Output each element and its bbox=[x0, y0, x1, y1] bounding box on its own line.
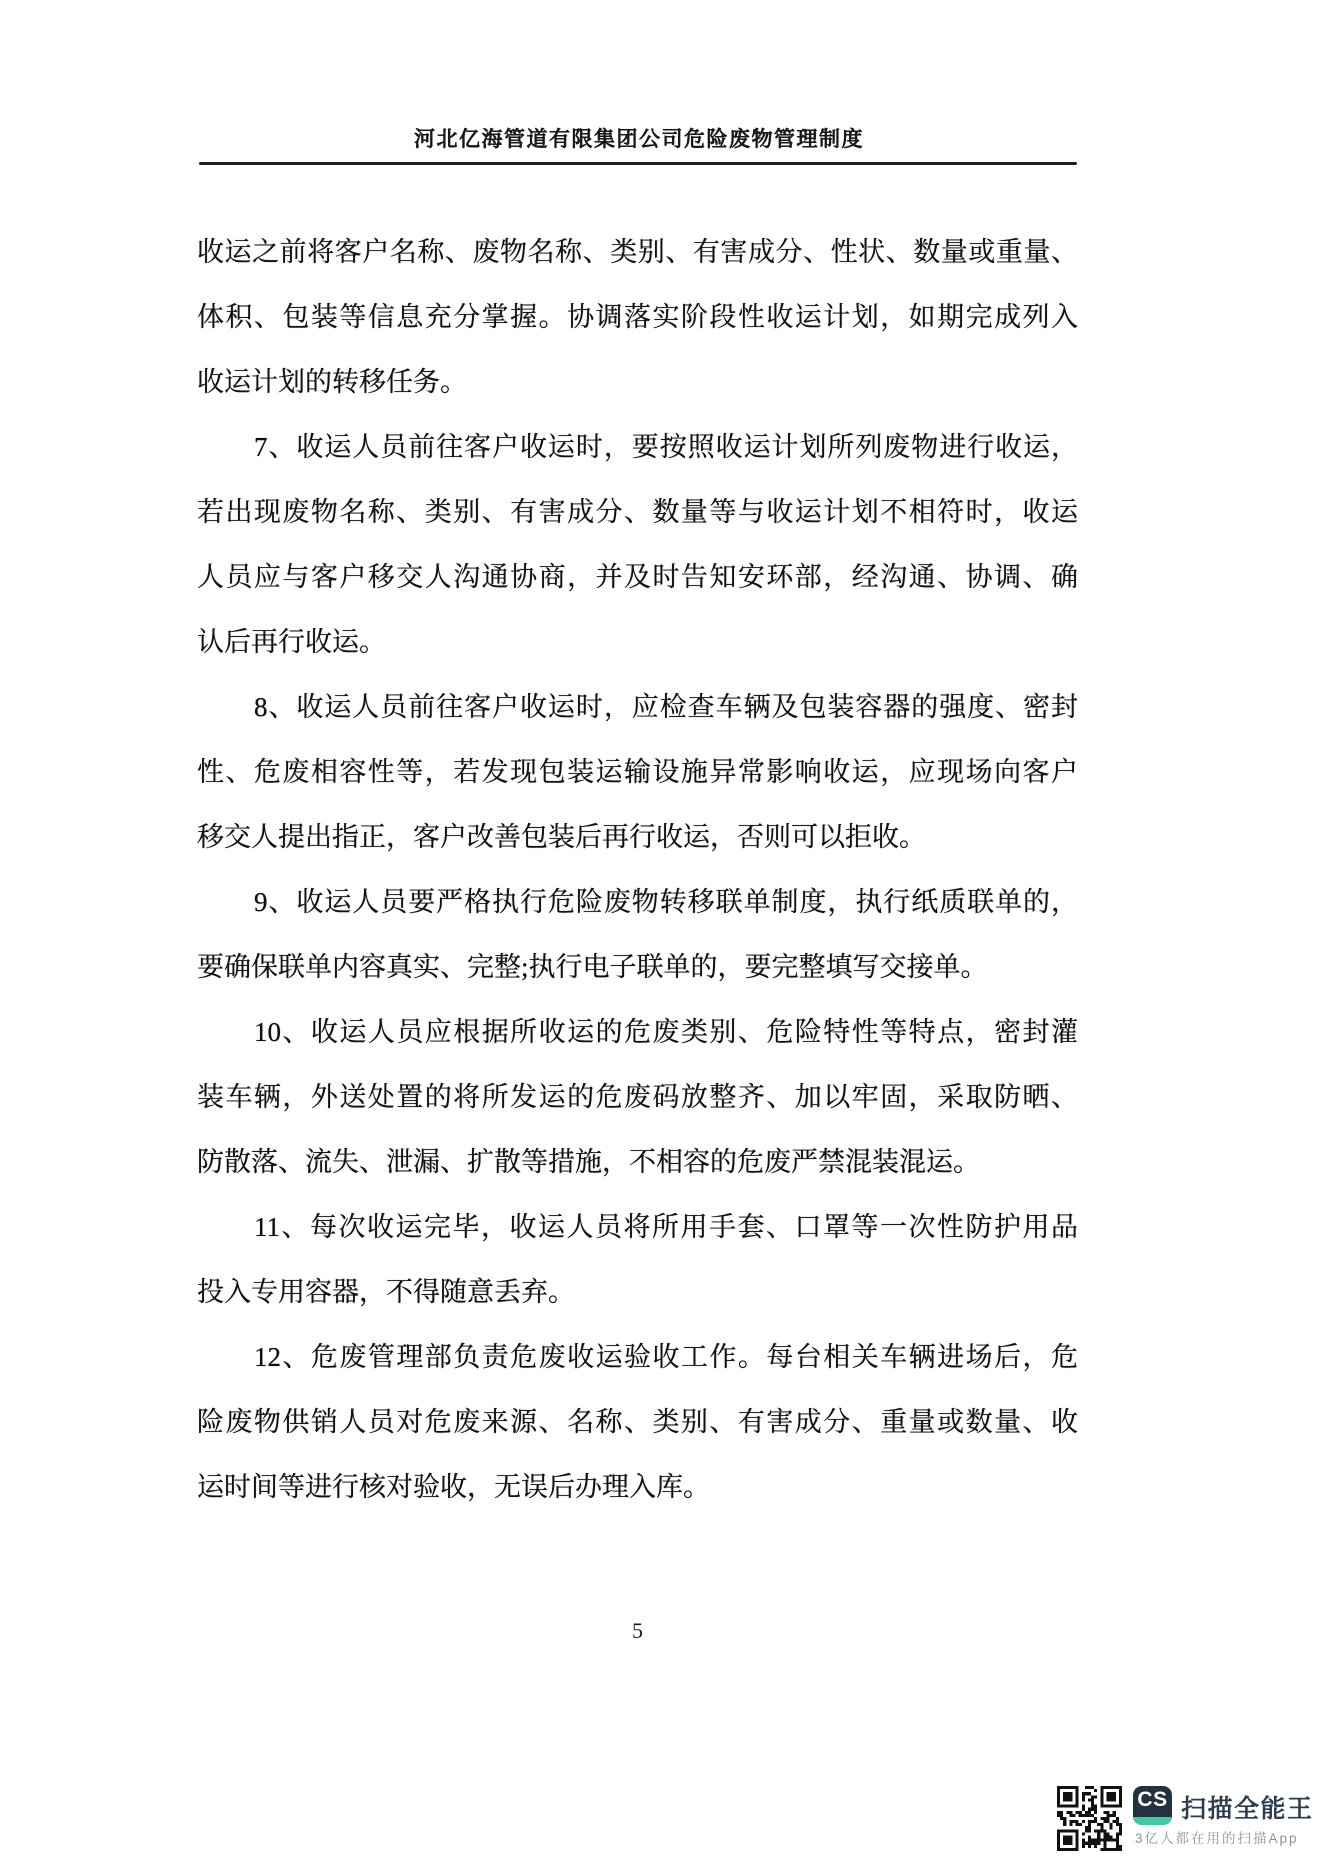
logo-accent-bar bbox=[1133, 1817, 1172, 1825]
text-line: 12、危废管理部负责危废收运验收工作。每台相关车辆进场后，危 bbox=[254, 1342, 1078, 1372]
text-line: 要确保联单内容真实、完整;执行电子联单的，要完整填写交接单。 bbox=[197, 952, 988, 982]
header-title: 河北亿海管道有限集团公司危险废物管理制度 bbox=[414, 127, 864, 151]
header-rule bbox=[199, 162, 1077, 165]
text-line: 性、危废相容性等，若发现包装运输设施异常影响收运，应现场向客户 bbox=[197, 757, 1078, 787]
text-line: 人员应与客户移交人沟通协商，并及时告知安环部，经沟通、协调、确 bbox=[197, 562, 1078, 592]
text-line: 7、收运人员前往客户收运时，要按照收运计划所列废物进行收运， bbox=[254, 432, 1078, 462]
text-line: 收运计划的转移任务。 bbox=[197, 367, 467, 397]
camscanner-logo-icon bbox=[1133, 1786, 1172, 1825]
cs-logo-text: CS bbox=[1137, 1788, 1168, 1811]
text-line: 移交人提出指正，客户改善包装后再行收运，否则可以拒收。 bbox=[197, 822, 926, 852]
text-line: 8、收运人员前往客户收运时，应检查车辆及包装容器的强度、密封 bbox=[254, 692, 1078, 722]
text-line: 防散落、流失、泄漏、扩散等措施，不相容的危废严禁混装混运。 bbox=[197, 1147, 980, 1177]
text-line: 若出现废物名称、类别、有害成分、数量等与收运计划不相符时，收运 bbox=[197, 497, 1078, 527]
camscanner-tagline: 3亿人都在用的扫描App bbox=[1135, 1831, 1299, 1846]
text-line: 10、收运人员应根据所收运的危废类别、危险特性等特点，密封灌 bbox=[254, 1017, 1078, 1047]
camscanner-app-name: 扫描全能王 bbox=[1181, 1795, 1314, 1823]
text-line: 认后再行收运。 bbox=[197, 627, 386, 657]
qr-code bbox=[1057, 1786, 1122, 1851]
text-line: 运时间等进行核对验收，无误后办理入库。 bbox=[197, 1472, 710, 1502]
text-line: 9、收运人员要严格执行危险废物转移联单制度，执行纸质联单的， bbox=[254, 887, 1078, 917]
text-line: 收运之前将客户名称、废物名称、类别、有害成分、性状、数量或重量、 bbox=[197, 237, 1078, 267]
page-number: 5 bbox=[632, 1618, 643, 1643]
text-line: 体积、包装等信息充分掌握。协调落实阶段性收运计划，如期完成列入 bbox=[197, 302, 1078, 332]
text-line: 险废物供销人员对危废来源、名称、类别、有害成分、重量或数量、收 bbox=[197, 1407, 1078, 1437]
text-line: 11、每次收运完毕，收运人员将所用手套、口罩等一次性防护用品 bbox=[254, 1212, 1078, 1242]
text-line: 装车辆，外送处置的将所发运的危废码放整齐、加以牢固，采取防晒、 bbox=[197, 1082, 1078, 1112]
document-body bbox=[197, 220, 1078, 1520]
text-line: 投入专用容器，不得随意丢弃。 bbox=[197, 1277, 575, 1307]
